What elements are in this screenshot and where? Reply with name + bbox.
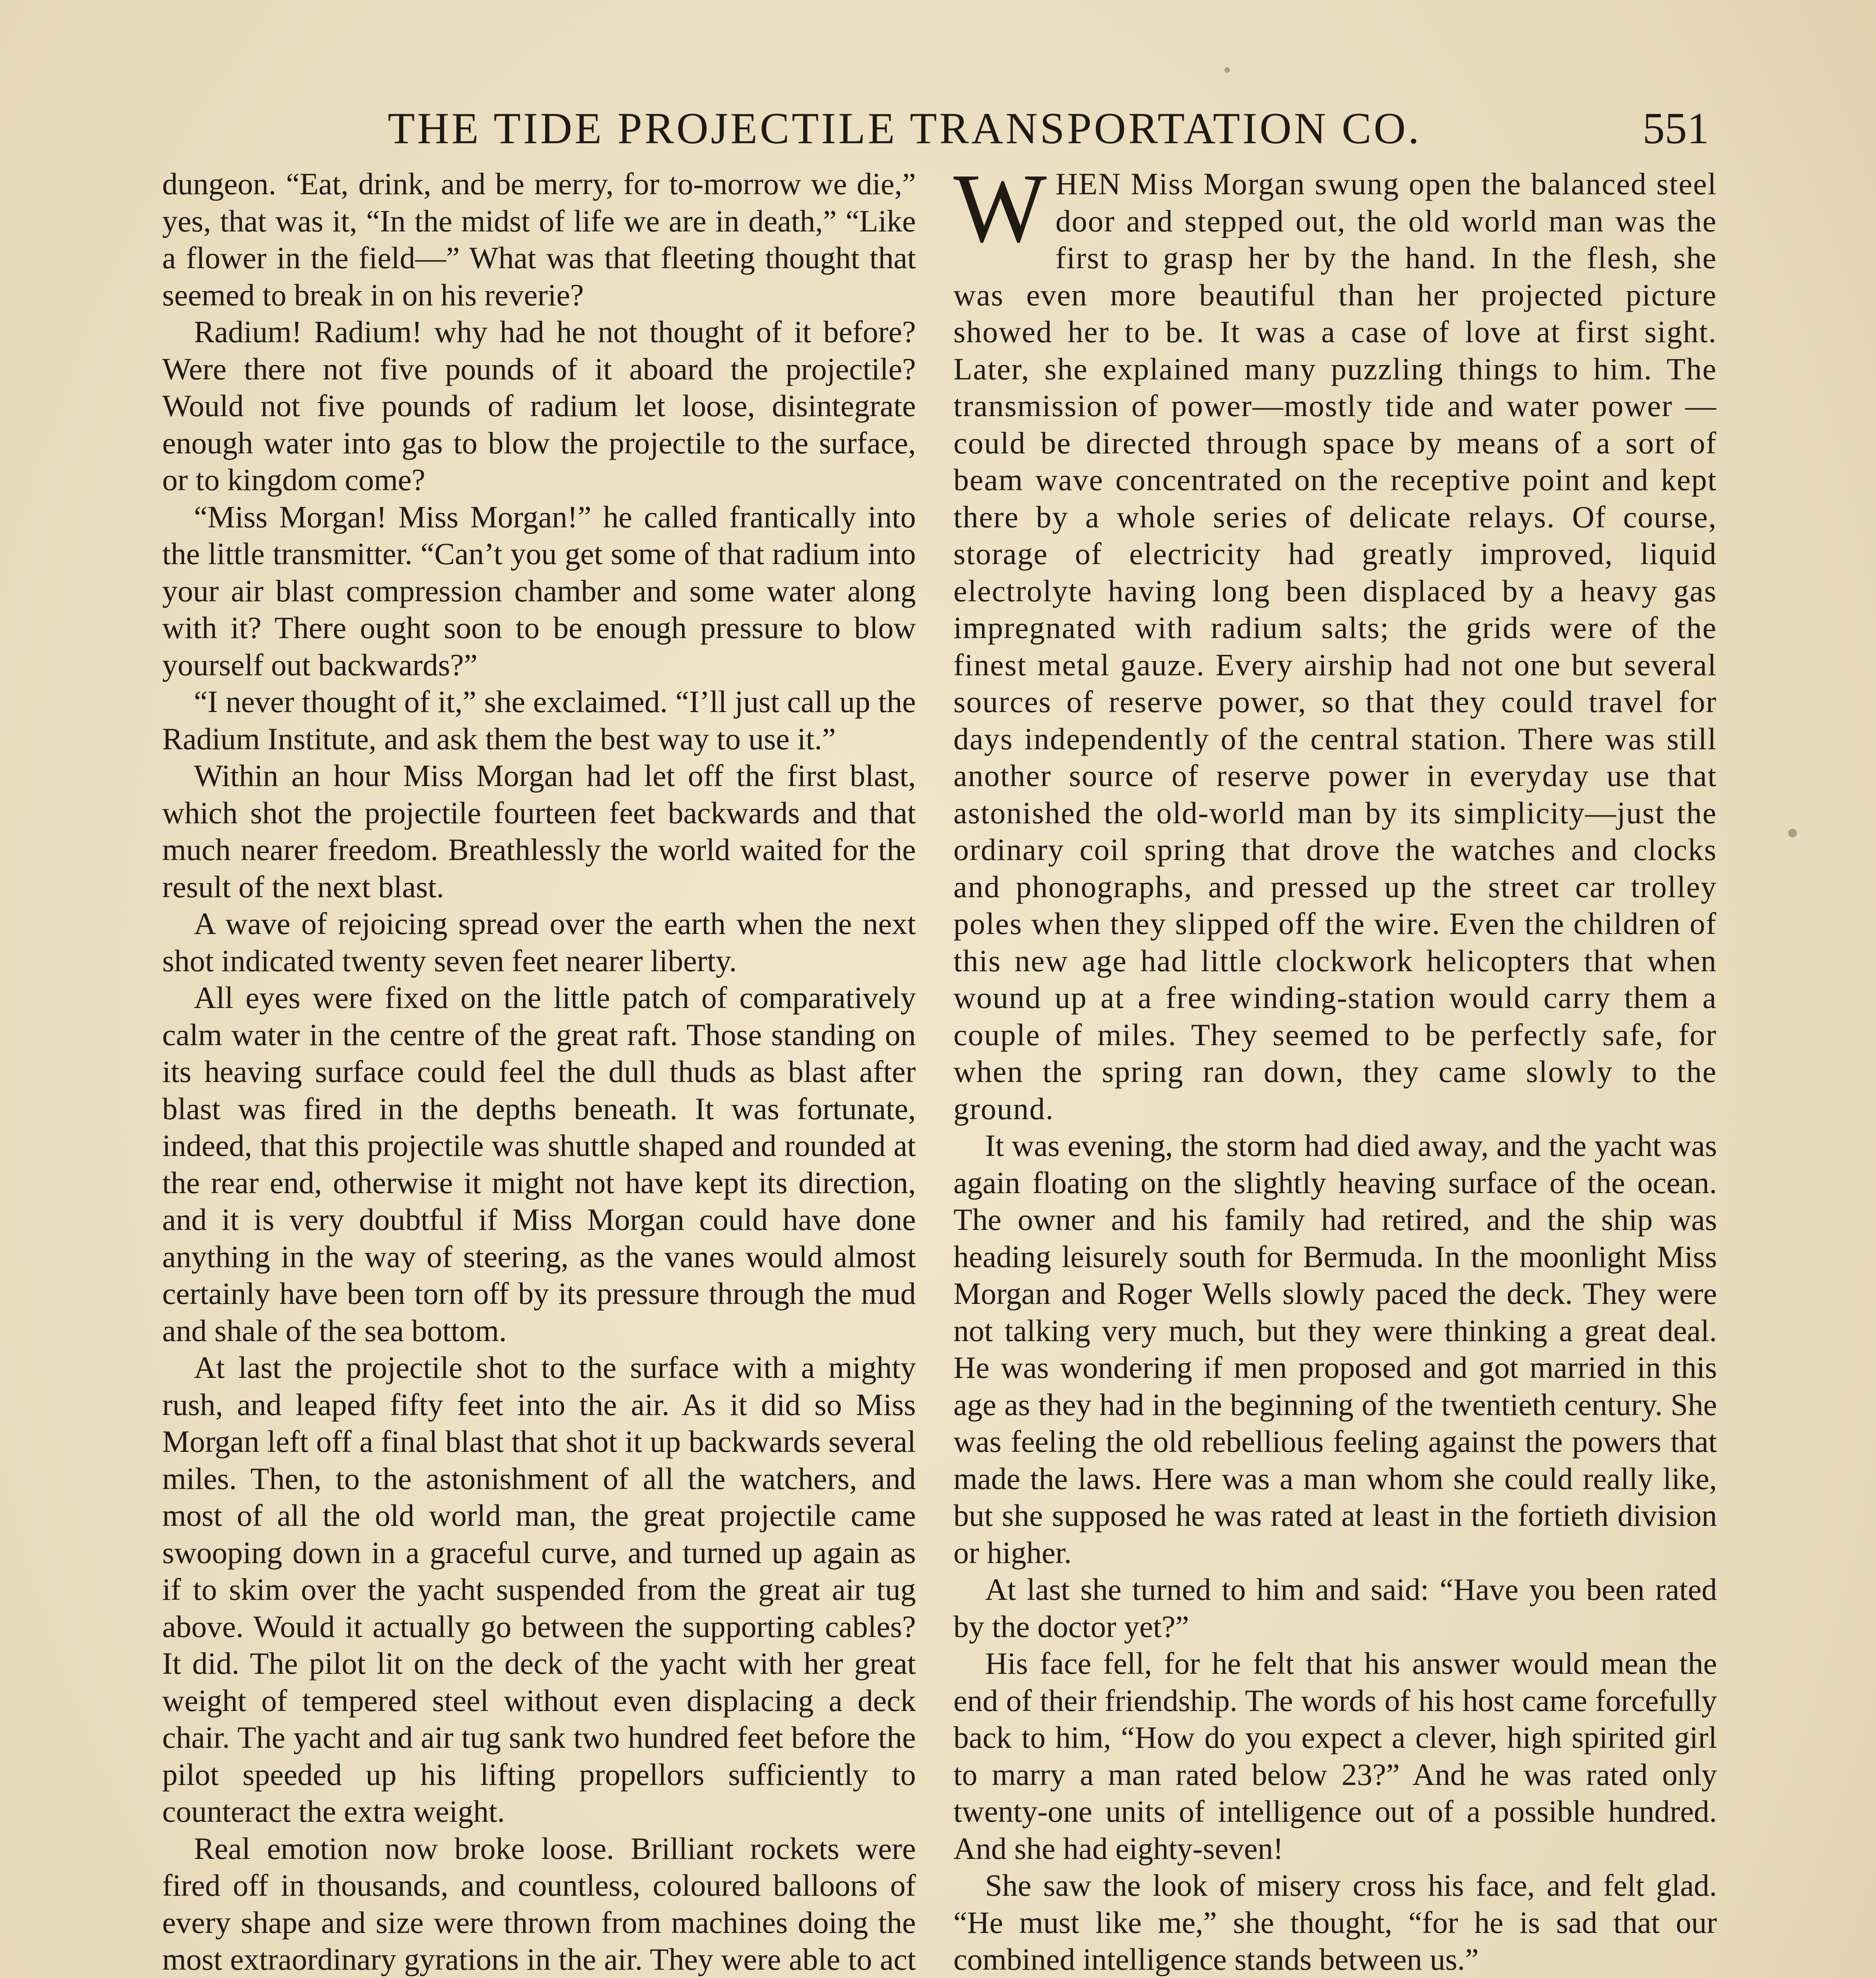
right-column	[953, 165, 1717, 1978]
paper-speck	[1788, 829, 1797, 837]
paragraph: A wave of rejoicing spread over the earth when the next shot indicated twenty seven feet nearer liberty.	[162, 906, 916, 978]
paragraph: “Miss Morgan! Miss Morgan!” he called frantically into the little transmitter. “Can’t you get some of that radium into your air blast compression chamber and some water along with it? There ought soon to be enough pressure to blow yourself out backwards?”	[162, 499, 916, 682]
paragraph: At last she turned to him and said: “Have you been rated by the doctor yet?”	[953, 1572, 1717, 1644]
paragraph: It was evening, the storm had died away, and the yacht was again floating on the slightly heaving surface of the ocean. The owner and his family had retired, and the ship was heading leisurely south for Bermuda. In the moonlight Miss Morgan and Roger Wells slowly paced the deck. They were not talking very much, but they were thinking a great deal. He was wondering if men proposed and got married in this age as they had in the beginning of the twentieth century. She was feeling the old rebellious feeling against the powers that made the laws. Here was a man whom she could really like, but she supposed he was rated at least in the fortieth division or higher.	[953, 1128, 1717, 1570]
paragraph: She saw the look of misery cross his face, and felt glad. “He must like me,” she thought, “for he is sad that our combined intelligence stands between us.”	[953, 1868, 1717, 1976]
paragraph: His face fell, for he felt that his answer would mean the end of their friendship. The words of his host came forcefully back to him, “How do you expect a clever, high spirited girl to marry a man rated below 23?” And he was rated only twenty-one units of intelligence out of a possible hundred. And she had eighty-seven!	[953, 1646, 1717, 1866]
paper-speck	[1224, 67, 1230, 73]
running-title: THE TIDE PROJECTILE TRANSPORTATION CO.	[388, 104, 1422, 153]
drop-cap: W	[953, 165, 1047, 263]
opening-paragraph	[953, 165, 1717, 1127]
paragraph: Within an hour Miss Morgan had let off the first blast, which shot the projectile fourteen feet backwards and that much nearer freedom. Breathlessly the world waited for the result of the next blast.	[162, 758, 916, 904]
left-column	[162, 165, 916, 1978]
paragraph: Radium! Radium! why had he not thought of it before? Were there not five pounds of it aboard the projectile? Would not five pounds of radium let loose, disintegrate enough water into gas to blow the projectile to the surface, or to kingdom come?	[162, 315, 916, 497]
page-header	[158, 101, 1717, 156]
opening-paragraph-text: HEN Miss Morgan swung open the balanced steel door and stepped out, the old world man was the first to grasp her by the hand. In the flesh, she was even more beautiful than her projected picture showed her to be. It was a case of love at first sight. Later, she explained many puzzling things to him. The transmission of power—mostly tide and water power —could be directed through space by means of a sort of beam wave concentrated on the receptive point and kept there by a whole series of delicate relays. Of course, storage of electricity had greatly improved, liquid electrolyte having long been displaced by a heavy gas impregnated with radium salts; the grids were of the finest metal gauze. Every airship had not one but several sources of reserve power, so that they could travel for days independently of the central station. There was still another source of reserve power in everyday use that astonished the old-world man by its simplicity—just the ordinary coil spring that drove the watches and clocks and phonographs, and pressed up the street car trolley poles when they slipped off the wire. Even the children of this new age had little clockwork helicopters that when wound up at a free winding-station would carry them a couple of miles. They seemed to be perfectly safe, for when the spring ran down, they came slowly to the ground.	[953, 167, 1717, 1126]
paragraph: “I never thought of it,” she exclaimed. “I’ll just call up the Radium Institute, and ask them the best way to use it.”	[162, 684, 916, 756]
page-number: 551	[1643, 104, 1709, 153]
paragraph: At last the projectile shot to the surface with a mighty rush, and leaped fifty feet into the air. As it did so Miss Morgan left off a final blast that shot it up backwards several miles. Then, to the astonishment of all the watchers, and most of all the old world man, the great projectile came swooping down in a graceful curve, and turned up again as if to skim over the yacht suspended from the great air tug above. Would it actually go between the supporting cables? It did. The pilot lit on the deck of the yacht with her great weight of tempered steel without even displacing a deck chair. The yacht and air tug sank two hundred feet before the pilot speeded up his lifting propellors sufficiently to counteract the extra weight.	[162, 1350, 916, 1828]
paragraph: dungeon. “Eat, drink, and be merry, for to-morrow we die,” yes, that was it, “In the midst of life we are in death,” “Like a flower in the field—” What was that fleeting thought that seemed to break in on his reverie?	[162, 167, 916, 312]
paragraph: All eyes were fixed on the little patch of comparatively calm water in the centre of the great raft. Those standing on its heaving surface could feel the dull thuds as blast after blast was fired in the depths beneath. It was fortunate, indeed, that this projectile was shuttle shaped and rounded at the rear end, otherwise it might not have kept its direction, and it is very doubtful if Miss Morgan could have done anything in the way of steering, as the vanes would almost certainly have been torn off by its pressure through the mud and shale of the sea bottom.	[162, 980, 916, 1348]
paragraph: Real emotion now broke loose. Brilliant rockets were fired off in thousands, and countless, coloured balloons of every shape and size were thrown from machines doing the most extraordinary gyrations in the air. They were able to act	[162, 1831, 916, 1976]
